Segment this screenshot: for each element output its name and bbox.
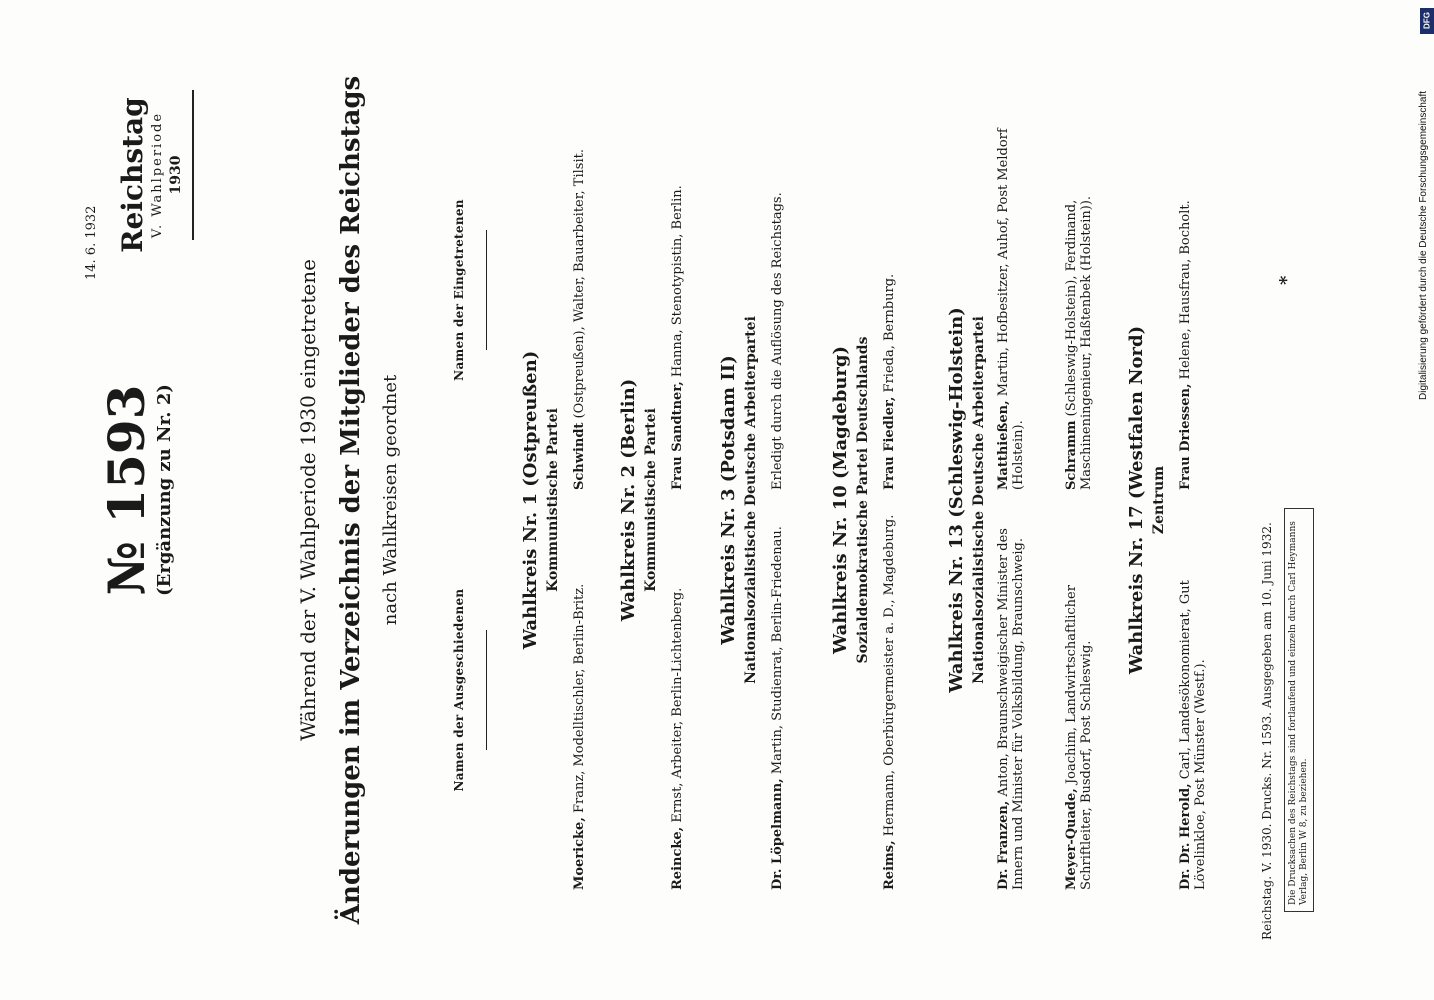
header-rule [192, 90, 194, 240]
right-entry: Erledigt durch die Auflösung des Reichstags. [770, 192, 785, 490]
title-line-1: Während der V. Wahlperiode 1930 eingetretene [296, 259, 320, 741]
left-entry: Meyer-Quade, Joachim, Landwirtschaftlicher Schriftleiter, Busdorf, Post Schleswig. [1064, 585, 1094, 890]
right-entry: Matthießen, Martin, Hofbesitzer, Auhof, Post Meldorf (Holstein). [996, 128, 1026, 490]
date-stamp: 14. 6. 1932 [84, 205, 99, 280]
left-entry: Dr. Dr. Herold, Carl, Landesökonomierat, Gut Lövelinkloe, Post Münster (Westf.). [1178, 580, 1208, 890]
dfg-logo: DFG [1420, 8, 1434, 34]
institution-name: Reichstag [116, 97, 149, 253]
district-heading: Wahlkreis Nr. 2 (Berlin) [618, 378, 639, 622]
left-entry: Reincke, Ernst, Arbeiter, Berlin-Lichtenberg. [670, 587, 685, 890]
digitization-note-text: Digitalisierung gefördert durch die Deutsche Forschungsgemeinschaft [1418, 90, 1429, 400]
district-heading: Wahlkreis Nr. 17 (Westfalen Nord) [1126, 325, 1147, 675]
left-entry: Dr. Franzen, Anton, Braunschweigischer Minister des Innern und Minister für Volksbildung, Braunschweig. [996, 528, 1026, 890]
title-line-3: nach Wahlkreisen geordnet [380, 374, 401, 626]
district-heading: Wahlkreis Nr. 1 (Ostpreußen) [520, 350, 541, 650]
district-party: Zentrum [1151, 465, 1167, 535]
district-party: Kommunistische Partei [643, 408, 659, 592]
publisher-note: Die Drucksachen des Reichstags sind fortlaufend und einzeln durch Carl Heymanns Verlag, Berlin W 8, zu beziehen. [1284, 508, 1314, 912]
column-heading-left: Namen der Ausgeschiedenen [452, 588, 466, 792]
supplement-label: (Ergänzung zu Nr. 2) [154, 384, 175, 596]
district-heading: Wahlkreis Nr. 3 (Potsdam II) [718, 355, 739, 645]
left-entry: Reims, Hermann, Oberbürgermeister a. D., Magdeburg. [882, 514, 897, 890]
district-party: Nationalsozialistische Deutsche Arbeiterpartei [971, 316, 987, 684]
year-label: 1930 [168, 155, 184, 195]
left-entry: Dr. Löpelmann, Martin, Studienrat, Berlin-Friedenau. [770, 526, 785, 890]
title-line-2: Änderungen im Verzeichnis der Mitglieder des Reichstags [336, 75, 366, 925]
column-rule-left [486, 630, 487, 750]
right-entry: Schwindt (Ostpreußen), Walter, Bauarbeiter, Tilsit. [572, 149, 587, 490]
district-party: Sozialdemokratische Partei Deutschlands [855, 336, 871, 664]
digitization-note [1418, 8, 1434, 400]
footer-star: * [1276, 275, 1297, 285]
left-entry: Moericke, Franz, Modelltischler, Berlin-Britz. [572, 583, 587, 890]
right-entry: Frau Sandtner, Hanna, Stenotypistin, Berlin. [670, 185, 685, 490]
district-heading: Wahlkreis Nr. 10 (Magdeburg) [830, 346, 851, 655]
document-number: № 1593 [97, 384, 156, 596]
district-party: Nationalsozialistische Deutsche Arbeiterpartei [743, 316, 759, 684]
district-heading: Wahlkreis Nr. 13 (Schleswig-Holstein) [946, 307, 967, 693]
period-label: V. Wahlperiode [150, 111, 165, 239]
print-line: Reichstag. V. 1930. Drucks. Nr. 1593. Ausgegeben am 10. Juni 1932. [1260, 522, 1274, 940]
column-heading-right: Namen der Eingetretenen [452, 199, 466, 381]
right-entry: Frau Driessen, Helene, Hausfrau, Bocholt. [1178, 200, 1193, 490]
right-entry: Schramm (Schleswig-Holstein), Ferdinand, Maschineningenieur, Haßtenbek (Holstein)). [1064, 195, 1094, 490]
column-rule-right [486, 230, 487, 350]
right-entry: Frau Fiedler, Frieda, Bernburg. [882, 273, 897, 490]
district-party: Kommunistische Partei [545, 408, 561, 592]
